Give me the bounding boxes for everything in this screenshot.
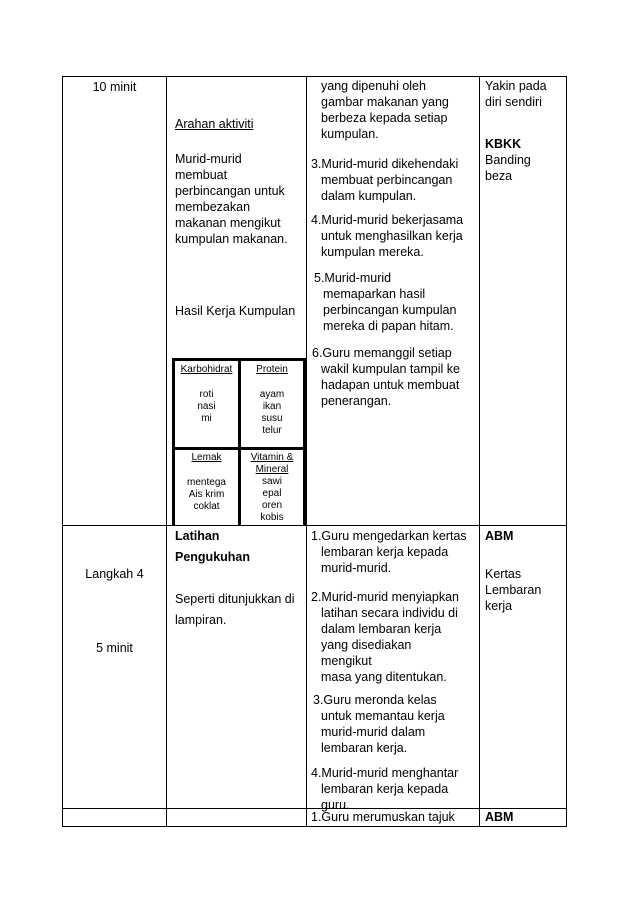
activity-line: penerangan. (321, 394, 392, 408)
table-row-divider (62, 525, 567, 526)
food-cell-item: Ais krim (188, 489, 225, 500)
paragraph-line: kumpulan makanan. (175, 232, 288, 246)
table-col-divider (166, 76, 167, 827)
table-col-divider (479, 76, 480, 827)
activity-line: membuat perbincangan (321, 173, 453, 187)
row2-content-heading: Pengukuhan (175, 550, 251, 564)
activity-line: latihan secara individu di (321, 606, 458, 620)
activity-line: untuk menghasilkan kerja (321, 229, 463, 243)
row1-content-heading: Arahan aktiviti (175, 117, 254, 131)
food-cell-item: sawi (261, 476, 282, 487)
notes-line: Kertas (485, 567, 522, 581)
activity-line: dalam kumpulan. (321, 189, 417, 203)
activity-line: mengikut (321, 654, 372, 668)
table-border-bottom (62, 826, 567, 827)
activity-step: 3.Murid-murid dikehendaki (311, 157, 459, 171)
food-cell-item: telur (262, 425, 282, 436)
notes-line: Banding (485, 153, 531, 167)
notes-heading: ABM (485, 529, 514, 543)
food-cell-item: oren (261, 500, 282, 511)
activity-step: 1.Guru mengedarkan kertas (311, 529, 467, 543)
activity-line: lembaran kerja. (321, 741, 408, 755)
activity-line: masa yang ditentukan. (321, 670, 447, 684)
food-cell-title: Lemak (191, 452, 222, 463)
paragraph-line: membuat (175, 168, 228, 182)
food-cell-item: nasi (197, 401, 216, 412)
table-border-right (566, 76, 567, 827)
activity-step: 3.Guru meronda kelas (313, 693, 437, 707)
food-cell-title: Vitamin & Mineral (250, 452, 294, 475)
activity-line: kumpulan. (321, 127, 379, 141)
activity-line: kumpulan mereka. (321, 245, 424, 259)
food-cell-item: kobis (260, 512, 284, 523)
row2-content-heading: Latihan (175, 529, 220, 543)
notes-line: Lembaran (485, 583, 542, 597)
activity-line: perbincangan kumpulan (323, 303, 457, 317)
paragraph-line: Murid-murid (175, 152, 242, 166)
table-border-left (62, 76, 63, 827)
food-cell-title: Karbohidrat (180, 364, 233, 375)
activity-step: 6.Guru memanggil setiap (312, 346, 452, 360)
activity-line: wakil kumpulan tampil ke (321, 362, 460, 376)
activity-step: 4.Murid-murid bekerjasama (311, 213, 464, 227)
paragraph-line: membezakan (175, 200, 251, 214)
activity-line: lembaran kerja kepada (321, 782, 449, 796)
food-cell-item: ayam (259, 389, 285, 400)
activity-line: hadapan untuk membuat (321, 378, 460, 392)
paragraph-line: makanan mengikut (175, 216, 281, 230)
row3-activity-line: 1.Guru merumuskan tajuk (311, 810, 455, 824)
activity-line: yang disediakan (321, 638, 412, 652)
food-cell-item: epal (262, 488, 282, 499)
paragraph-line: perbincangan untuk (175, 184, 285, 198)
food-cell-item: mentega (187, 477, 226, 488)
row1-time: 10 minit (92, 80, 137, 94)
activity-line: murid-murid. (321, 561, 392, 575)
activity-line: memaparkan hasil (323, 287, 426, 301)
activity-line: yang dipenuhi oleh (321, 79, 426, 93)
hasil-kerja-label: Hasil Kerja Kumpulan (175, 304, 296, 318)
table-border-top (62, 76, 567, 77)
row3-notes-heading: ABM (485, 810, 514, 824)
activity-step: 2.Murid-murid menyiapkan (311, 590, 459, 604)
activity-line: berbeza kepada setiap (321, 111, 448, 125)
notes-line: Yakin pada (485, 79, 547, 93)
activity-line: guru. (321, 798, 350, 812)
row2-step: Langkah 4 (85, 567, 144, 581)
food-table-border (303, 358, 306, 526)
food-cell-item: roti (199, 389, 214, 400)
table-col-divider (306, 76, 307, 827)
food-cell-item: coklat (193, 501, 220, 512)
activity-line: lembaran kerja kepada (321, 545, 449, 559)
food-cell-title: Protein (256, 364, 288, 375)
activity-step: 5.Murid-murid (314, 271, 392, 285)
food-cell-item: susu (261, 413, 283, 424)
row2-content-paragraph: Seperti ditunjukkan di (175, 592, 295, 606)
activity-step: 4.Murid-murid menghantar (311, 766, 459, 780)
food-cell-item: ikan (262, 401, 282, 412)
notes-line: diri sendiri (485, 95, 542, 109)
activity-line: murid-murid dalam (321, 725, 426, 739)
notes-heading: KBKK (485, 137, 522, 151)
activity-line: mereka di papan hitam. (323, 319, 454, 333)
activity-line: dalam lembaran kerja (321, 622, 442, 636)
notes-line: kerja (485, 599, 513, 613)
row2-time: 5 minit (96, 641, 133, 655)
food-cell-item: mi (201, 413, 212, 424)
notes-line: beza (485, 169, 513, 183)
row2-content-paragraph: lampiran. (175, 613, 227, 627)
activity-line: untuk memantau kerja (321, 709, 445, 723)
activity-line: gambar makanan yang (321, 95, 449, 109)
